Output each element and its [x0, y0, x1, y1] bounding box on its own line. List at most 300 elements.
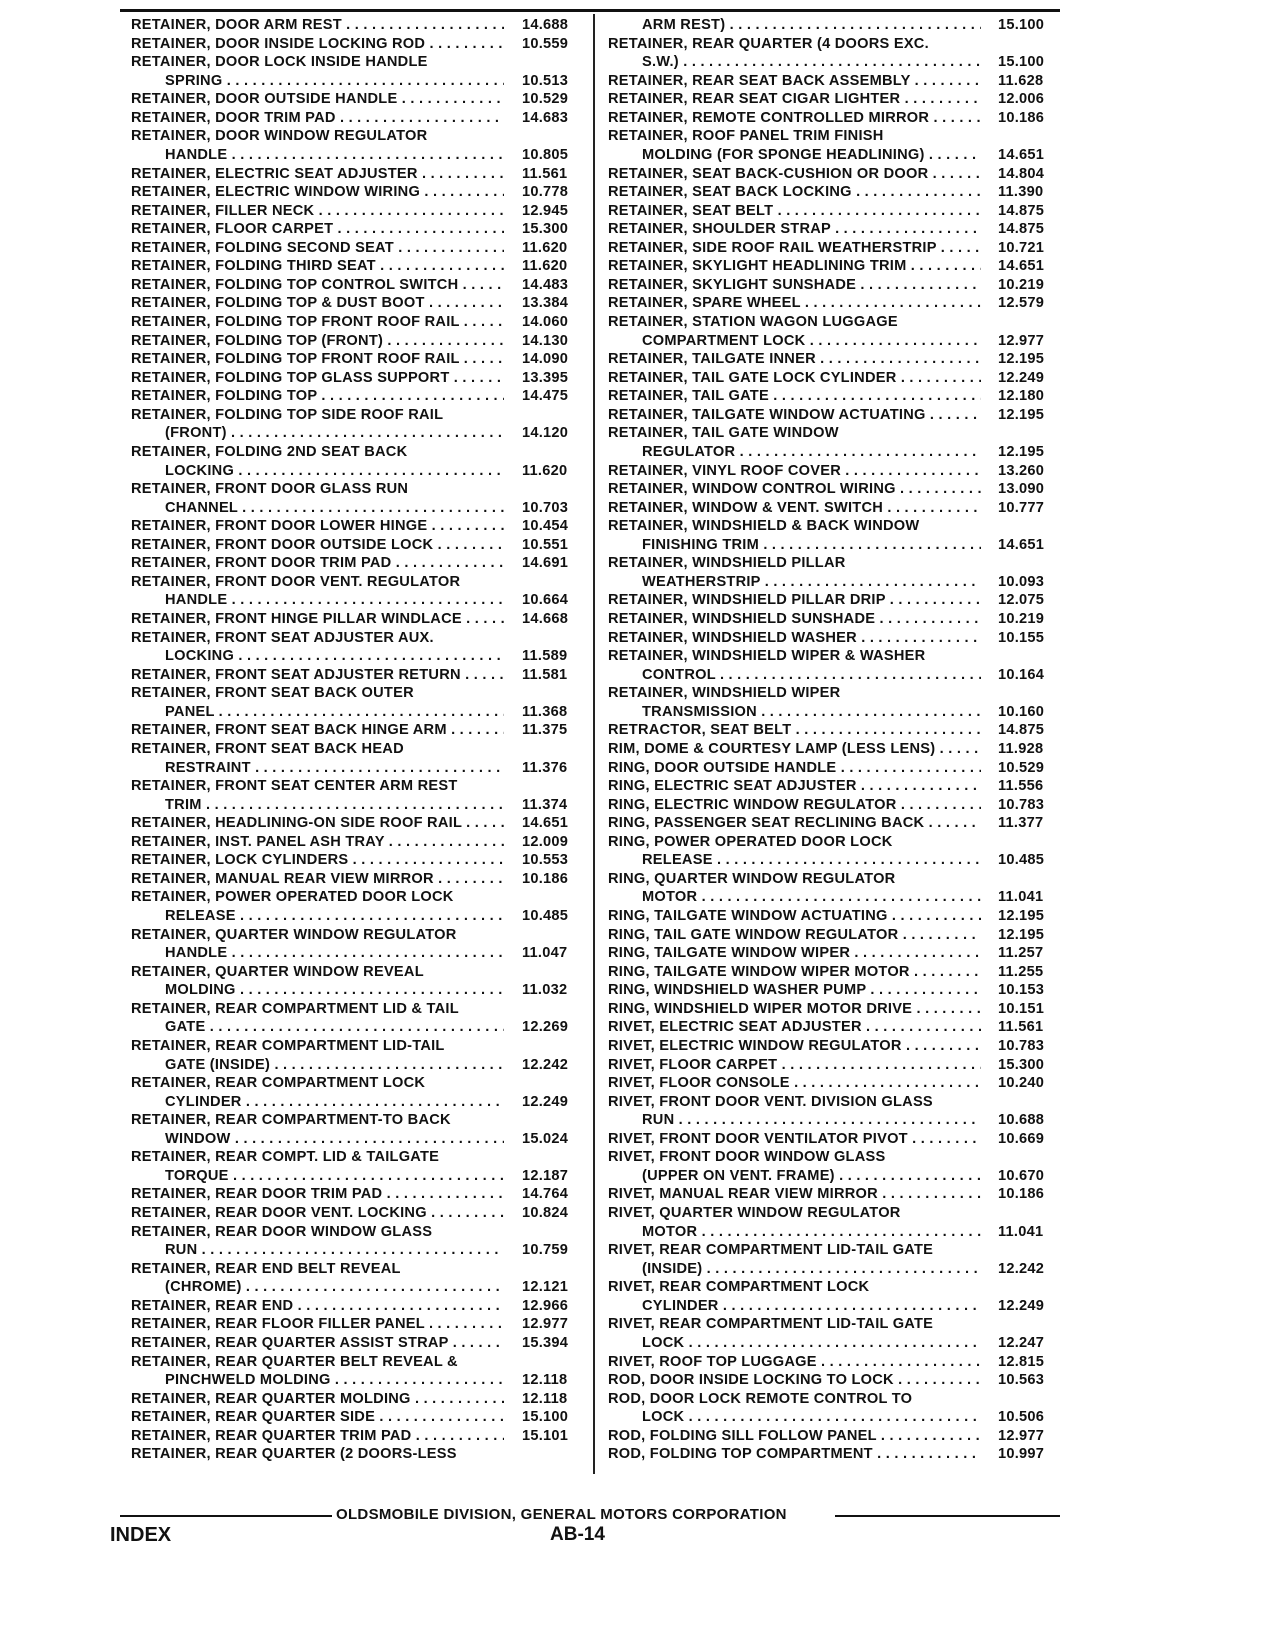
entry-text: RIVET, FRONT DOOR VENTILATOR PIVOT . . . [608, 1130, 981, 1149]
index-entry [131, 72, 591, 91]
entry-text: RETRACTOR, SEAT BELT . . . [608, 721, 981, 740]
index-entry [608, 165, 1068, 184]
entry-text: RING, POWER OPERATED DOOR LOCK [608, 833, 893, 850]
entry-reference-number: 11.032 [522, 982, 568, 999]
entry-text: RETAINER, DOOR INSIDE LOCKING ROD . . . [131, 35, 504, 54]
entry-text: RETAINER, REAR DOOR VENT. LOCKING . . . [131, 1204, 504, 1223]
entry-reference-number: 12.118 [522, 1372, 568, 1389]
index-entry [131, 406, 591, 425]
entry-reference-number: 10.551 [522, 536, 569, 553]
index-entry [131, 833, 591, 852]
entry-text: RIVET, REAR COMPARTMENT LID-TAIL GATE [608, 1242, 934, 1259]
index-entry [131, 480, 591, 499]
index-entry [608, 573, 1068, 592]
entry-text: RIVET, FRONT DOOR VENT. DIVISION GLASS [608, 1093, 933, 1110]
index-entry [608, 257, 1068, 276]
index-entry [608, 833, 1068, 852]
index-entry [608, 629, 1068, 648]
index-entry [608, 851, 1068, 870]
entry-text: RETAINER, FLOOR CARPET . . . [131, 220, 504, 239]
top-rule [120, 9, 1060, 12]
entry-text: RING, ELECTRIC WINDOW REGULATOR . . . [608, 796, 981, 815]
entry-reference-number: 10.219 [998, 611, 1045, 627]
index-entry [131, 257, 591, 276]
entry-reference-number: 14.483 [522, 276, 569, 293]
entry-reference-number: 11.376 [522, 759, 568, 776]
index-entry [608, 1427, 1068, 1446]
index-entry [131, 109, 591, 128]
entry-reference-number: 10.485 [998, 852, 1045, 869]
index-entry [608, 276, 1068, 295]
entry-reference-number: 12.242 [522, 1056, 569, 1073]
entry-text: RETAINER, SHOULDER STRAP . . . [608, 220, 981, 239]
index-column-left [131, 16, 591, 1464]
entry-text: RETAINER, REAR SEAT CIGAR LIGHTER . . . [608, 90, 981, 109]
entry-text: RING, TAILGATE WINDOW WIPER MOTOR . . . [608, 963, 981, 982]
entry-reference-number: 10.186 [998, 1186, 1045, 1203]
entry-text: RETAINER, ROOF PANEL TRIM FINISH [608, 128, 884, 145]
entry-reference-number: 13.090 [998, 481, 1045, 498]
index-entry [608, 1148, 1068, 1167]
entry-reference-number: 14.875 [998, 202, 1045, 219]
index-entry [608, 963, 1068, 982]
entry-reference-number: 14.668 [522, 611, 569, 627]
entry-reference-number: 14.804 [998, 165, 1045, 182]
entry-text: RETAINER, SEAT BACK LOCKING . . . [608, 183, 981, 202]
entry-text: HANDLE . . . [165, 146, 504, 165]
index-entry [608, 1037, 1068, 1056]
entry-reference-number: 15.100 [522, 1409, 569, 1426]
entry-reference-number: 12.977 [522, 1316, 569, 1333]
entry-reference-number: 10.783 [998, 1037, 1045, 1054]
entry-text: RING, PASSENGER SEAT RECLINING BACK . . . [608, 814, 981, 833]
entry-text: RETAINER, REAR COMPT. LID & TAILGATE [131, 1149, 440, 1166]
entry-reference-number: 14.651 [998, 258, 1045, 275]
corporation-name: OLDSMOBILE DIVISION, GENERAL MOTORS CORPORATION [336, 1506, 787, 1523]
entry-reference-number: 12.242 [998, 1260, 1045, 1277]
entry-reference-number: 10.997 [998, 1446, 1045, 1463]
entry-reference-number: 14.090 [522, 351, 569, 368]
entry-text: RETAINER, WINDSHIELD PILLAR [608, 555, 846, 572]
entry-text: ROD, FOLDING SILL FOLLOW PANEL . . . [608, 1427, 981, 1446]
entry-text: RETAINER, FRONT DOOR GLASS RUN [131, 481, 409, 498]
entry-text: RETAINER, REAR COMPARTMENT-TO BACK [131, 1112, 451, 1129]
entry-reference-number: 12.249 [998, 369, 1045, 386]
entry-text: WEATHERSTRIP . . . [642, 573, 981, 592]
entry-text: RETAINER, WINDOW & VENT. SWITCH . . . [608, 499, 981, 518]
entry-text: GATE (INSIDE) . . . [165, 1056, 504, 1075]
index-entry [131, 610, 591, 629]
entry-text: RETAINER, FRONT SEAT BACK OUTER [131, 685, 414, 702]
entry-text: RELEASE . . . [165, 907, 504, 926]
entry-text: RETAINER, REAR QUARTER SIDE . . . [131, 1408, 504, 1427]
entry-text: PINCHWELD MOLDING . . . [165, 1371, 504, 1390]
entry-text: RIVET, FLOOR CARPET . . . [608, 1056, 981, 1075]
index-entry [608, 1093, 1068, 1112]
entry-reference-number: 11.377 [998, 815, 1044, 832]
index-entry [608, 1297, 1068, 1316]
index-entry [608, 109, 1068, 128]
entry-reference-number: 12.187 [522, 1167, 569, 1184]
entry-text: TRANSMISSION . . . [642, 703, 981, 722]
entry-text: RETAINER, STATION WAGON LUGGAGE [608, 314, 898, 330]
entry-text: S.W.) . . . [642, 53, 981, 72]
entry-reference-number: 11.620 [522, 239, 568, 256]
index-entry [608, 610, 1068, 629]
entry-text: RETAINER, HEADLINING-ON SIDE ROOF RAIL . . . [131, 814, 504, 833]
entry-text: CYLINDER . . . [165, 1093, 504, 1112]
entry-text: MOTOR . . . [642, 888, 981, 907]
entry-text: (CHROME) . . . [165, 1278, 504, 1297]
index-entry [608, 1018, 1068, 1037]
index-entry [131, 1148, 591, 1167]
index-entry [131, 573, 591, 592]
entry-reference-number: 10.485 [522, 908, 569, 924]
index-entry [608, 981, 1068, 1000]
entry-text: RETAINER, SKYLIGHT SUNSHADE . . . [608, 276, 981, 295]
index-entry [608, 332, 1068, 351]
entry-text: RETAINER, ELECTRIC WINDOW WIRING . . . [131, 183, 504, 202]
footer [120, 1506, 1060, 1526]
entry-text: RETAINER, REAR COMPARTMENT LID & TAIL [131, 1000, 459, 1017]
entry-text: MOLDING . . . [165, 981, 504, 1000]
index-entry [131, 387, 591, 406]
index-entry [131, 1260, 591, 1279]
index-entry [131, 276, 591, 295]
index-entry [608, 424, 1068, 443]
entry-reference-number: 14.130 [522, 332, 569, 349]
entry-reference-number: 10.164 [998, 666, 1045, 683]
entry-text: RETAINER, FOLDING TOP SIDE ROOF RAIL [131, 406, 444, 423]
entry-text: RETAINER, FOLDING TOP . . . [131, 387, 504, 406]
entry-text: RETAINER, SIDE ROOF RAIL WEATHERSTRIP . . . [608, 239, 981, 258]
entry-reference-number: 11.620 [522, 462, 568, 479]
entry-text: RETAINER, REAR COMPARTMENT LID-TAIL [131, 1037, 445, 1054]
index-entry [608, 146, 1068, 165]
entry-reference-number: 11.257 [998, 945, 1044, 962]
index-entry [131, 1167, 591, 1186]
entry-text: RETAINER, REAR FLOOR FILLER PANEL . . . [131, 1315, 504, 1334]
entry-text: RETAINER, POWER OPERATED DOOR LOCK [131, 889, 454, 906]
index-entry [131, 53, 591, 72]
index-entry [608, 1353, 1068, 1372]
index-entry [131, 16, 591, 35]
entry-reference-number: 12.121 [522, 1279, 569, 1296]
index-entry [608, 1000, 1068, 1019]
index-entry [131, 332, 591, 351]
footer-rule-left [120, 1515, 332, 1517]
index-entry [131, 350, 591, 369]
entry-reference-number: 10.688 [998, 1112, 1045, 1129]
page-number: AB-14 [550, 1524, 605, 1545]
index-entry [608, 1074, 1068, 1093]
index-entry [608, 1241, 1068, 1260]
entry-text: RETAINER, FRONT DOOR LOWER HINGE . . . [131, 517, 504, 536]
entry-reference-number: 12.247 [998, 1334, 1045, 1351]
index-entry [608, 1223, 1068, 1242]
index-entry [131, 146, 591, 165]
entry-reference-number: 10.664 [522, 592, 569, 609]
entry-reference-number: 10.553 [522, 852, 569, 869]
entry-text: RIVET, ELECTRIC SEAT ADJUSTER . . . [608, 1018, 981, 1037]
entry-text: MOLDING (FOR SPONGE HEADLINING) . . . [642, 146, 981, 165]
entry-reference-number: 12.945 [522, 202, 569, 219]
entry-reference-number: 12.180 [998, 388, 1045, 405]
entry-reference-number: 10.219 [998, 276, 1045, 293]
index-entry [131, 462, 591, 481]
entry-reference-number: 12.195 [998, 926, 1045, 943]
entry-text: RETAINER, REAR DOOR WINDOW GLASS [131, 1223, 433, 1240]
entry-text: RIVET, ROOF TOP LUGGAGE . . . [608, 1353, 981, 1372]
entry-text: CYLINDER . . . [642, 1297, 981, 1316]
entry-reference-number: 10.670 [998, 1167, 1045, 1184]
index-entry [608, 462, 1068, 481]
entry-reference-number: 11.620 [522, 258, 568, 275]
index-entry [608, 72, 1068, 91]
index-entry [131, 963, 591, 982]
entry-text: TRIM . . . [165, 796, 504, 815]
entry-text: RETAINER, WINDOW CONTROL WIRING . . . [608, 480, 981, 499]
entry-text: RING, WINDSHIELD WIPER MOTOR DRIVE . . . [608, 1000, 981, 1019]
entry-text: RETAINER, MANUAL REAR VIEW MIRROR . . . [131, 870, 504, 889]
entry-text: RETAINER, DOOR ARM REST . . . [131, 16, 504, 35]
entry-text: RESTRAINT . . . [165, 759, 504, 778]
index-entry [608, 387, 1068, 406]
index-entry [131, 740, 591, 759]
index-entry [608, 183, 1068, 202]
entry-reference-number: 10.529 [522, 91, 569, 108]
index-entry [608, 814, 1068, 833]
index-entry [131, 703, 591, 722]
entry-text: RETAINER, SPARE WHEEL . . . [608, 294, 981, 313]
index-entry [131, 202, 591, 221]
index-entry [608, 870, 1068, 889]
entry-text: RELEASE . . . [642, 851, 981, 870]
entry-reference-number: 10.240 [998, 1075, 1045, 1092]
index-entry [131, 165, 591, 184]
entry-reference-number: 10.454 [522, 518, 569, 535]
entry-text: RETAINER, FOLDING THIRD SEAT . . . [131, 257, 504, 276]
entry-text: RETAINER, REAR QUARTER ASSIST STRAP . . . [131, 1334, 504, 1353]
entry-reference-number: 12.195 [998, 406, 1045, 423]
entry-reference-number: 11.255 [998, 963, 1044, 980]
entry-text: COMPARTMENT LOCK . . . [642, 332, 981, 351]
entry-text: RETAINER, TAIL GATE WINDOW [608, 425, 839, 442]
index-entry [608, 406, 1068, 425]
index-entry [131, 1241, 591, 1260]
index-label: INDEX [110, 1524, 172, 1546]
index-entry [608, 53, 1068, 72]
entry-text: RETAINER, INST. PANEL ASH TRAY . . . [131, 833, 504, 852]
entry-text: RING, ELECTRIC SEAT ADJUSTER . . . [608, 777, 981, 796]
entry-reference-number: 13.260 [998, 462, 1045, 479]
entry-text: RETAINER, FILLER NECK . . . [131, 202, 504, 221]
index-entry [131, 517, 591, 536]
index-entry [608, 480, 1068, 499]
entry-reference-number: 10.506 [998, 1409, 1045, 1426]
entry-text: CONTROL . . . [642, 666, 981, 685]
entry-reference-number: 12.249 [998, 1297, 1045, 1314]
entry-reference-number: 15.394 [522, 1334, 569, 1351]
index-entry [131, 1427, 591, 1446]
index-entry [131, 1390, 591, 1409]
entry-text: RETAINER, FRONT SEAT ADJUSTER RETURN . . . [131, 666, 504, 685]
entry-reference-number: 15.101 [522, 1427, 569, 1444]
entry-text: RETAINER, REAR QUARTER BELT REVEAL & [131, 1353, 458, 1370]
entry-text: RING, TAIL GATE WINDOW REGULATOR . . . [608, 926, 981, 945]
entry-reference-number: 14.691 [522, 555, 569, 572]
index-entry [131, 721, 591, 740]
index-entry [131, 499, 591, 518]
index-entry [131, 1111, 591, 1130]
entry-reference-number: 10.186 [522, 870, 569, 887]
entry-reference-number: 12.269 [522, 1019, 569, 1036]
entry-text: RETAINER, REAR QUARTER (2 DOORS-LESS [131, 1446, 457, 1463]
entry-text: RETAINER, WINDSHIELD SUNSHADE . . . [608, 610, 981, 629]
entry-text: RETAINER, WINDSHIELD WIPER [608, 685, 841, 702]
entry-reference-number: 10.529 [998, 759, 1045, 776]
index-entry [608, 1260, 1068, 1279]
entry-reference-number: 14.875 [998, 722, 1045, 739]
index-entry [608, 1167, 1068, 1186]
index-entry [608, 1111, 1068, 1130]
index-entry [608, 499, 1068, 518]
index-entry [608, 554, 1068, 573]
index-entry [131, 1037, 591, 1056]
index-entry [131, 759, 591, 778]
entry-text: MOTOR . . . [642, 1223, 981, 1242]
index-entry [131, 796, 591, 815]
entry-text: LOCK . . . [642, 1408, 981, 1427]
index-entry [131, 777, 591, 796]
index-entry [608, 591, 1068, 610]
entry-reference-number: 10.559 [522, 35, 569, 52]
entry-reference-number: 15.300 [522, 221, 569, 238]
entry-text: (FRONT) . . . [165, 424, 504, 443]
entry-text: RIVET, FLOOR CONSOLE . . . [608, 1074, 981, 1093]
entry-reference-number: 15.100 [998, 17, 1045, 33]
entry-reference-number: 10.563 [998, 1372, 1045, 1389]
index-entry [608, 1390, 1068, 1409]
index-entry [608, 666, 1068, 685]
entry-reference-number: 12.579 [998, 295, 1045, 312]
entry-text: RETAINER, REAR QUARTER MOLDING . . . [131, 1390, 504, 1409]
index-entry [608, 1445, 1068, 1464]
entry-text: GATE . . . [165, 1018, 504, 1037]
entry-text: ROD, DOOR LOCK REMOTE CONTROL TO [608, 1390, 913, 1407]
entry-text: RETAINER, DOOR LOCK INSIDE HANDLE [131, 54, 428, 71]
index-entry [608, 1204, 1068, 1223]
index-entry [131, 1074, 591, 1093]
entry-reference-number: 10.155 [998, 629, 1045, 646]
entry-text: HANDLE . . . [165, 591, 504, 610]
entry-text: RETAINER, REAR COMPARTMENT LOCK [131, 1075, 426, 1092]
entry-reference-number: 10.513 [522, 72, 569, 89]
index-entry [131, 369, 591, 388]
entry-text: RETAINER, FRONT SEAT ADJUSTER AUX. [131, 629, 434, 646]
index-entry [608, 517, 1068, 536]
entry-text: RUN . . . [165, 1241, 504, 1260]
entry-reference-number: 14.120 [522, 425, 569, 442]
entry-text: CHANNEL . . . [165, 499, 504, 518]
entry-text: RETAINER, SKYLIGHT HEADLINING TRIM . . . [608, 257, 981, 276]
entry-text: (INSIDE) . . . [642, 1260, 981, 1279]
entry-text: RUN . . . [642, 1111, 981, 1130]
entry-text: HANDLE . . . [165, 944, 504, 963]
index-entry [608, 294, 1068, 313]
index-entry [608, 796, 1068, 815]
entry-reference-number: 13.384 [522, 295, 569, 312]
index-entry [131, 647, 591, 666]
entry-reference-number: 10.151 [998, 1000, 1045, 1017]
entry-text: RETAINER, QUARTER WINDOW REGULATOR [131, 926, 457, 943]
entry-reference-number: 10.783 [998, 796, 1045, 813]
index-entry [608, 1334, 1068, 1353]
index-entry [608, 684, 1068, 703]
entry-text: RETAINER, FOLDING TOP FRONT ROOF RAIL . . . [131, 350, 504, 369]
index-entry [131, 1130, 591, 1149]
entry-text: RETAINER, WINDSHIELD WASHER . . . [608, 629, 981, 648]
index-entry [608, 90, 1068, 109]
entry-text: WINDOW . . . [165, 1130, 504, 1149]
entry-text: RETAINER, LOCK CYLINDERS . . . [131, 851, 504, 870]
entry-text: RETAINER, DOOR TRIM PAD . . . [131, 109, 504, 128]
entry-reference-number: 14.475 [522, 388, 569, 405]
entry-reference-number: 14.683 [522, 109, 569, 126]
entry-text: RETAINER, REMOTE CONTROLLED MIRROR . . . [608, 109, 981, 128]
index-entry [131, 1353, 591, 1372]
entry-text: RETAINER, VINYL ROOF COVER . . . [608, 462, 981, 481]
entry-reference-number: 12.118 [522, 1390, 568, 1407]
index-entry [131, 220, 591, 239]
entry-reference-number: 11.581 [522, 666, 568, 683]
entry-reference-number: 15.024 [522, 1130, 569, 1147]
entry-text: LOCKING . . . [165, 462, 504, 481]
entry-text: RETAINER, SEAT BACK-CUSHION OR DOOR . . . [608, 165, 981, 184]
entry-text: REGULATOR . . . [642, 443, 981, 462]
entry-text: RETAINER, REAR DOOR TRIM PAD . . . [131, 1185, 504, 1204]
entry-reference-number: 11.041 [998, 1223, 1044, 1240]
index-entry [131, 1371, 591, 1390]
index-entry [608, 777, 1068, 796]
entry-reference-number: 12.249 [522, 1093, 569, 1110]
entry-text: ARM REST) . . . [642, 16, 981, 35]
index-entry [608, 740, 1068, 759]
entry-text: RETAINER, FRONT DOOR VENT. REGULATOR [131, 573, 461, 590]
entry-reference-number: 11.556 [998, 778, 1044, 795]
entry-reference-number: 12.075 [998, 592, 1045, 609]
index-entry [131, 926, 591, 945]
index-entry [608, 1315, 1068, 1334]
entry-reference-number: 14.764 [522, 1186, 569, 1203]
index-entry [131, 35, 591, 54]
index-entry [131, 127, 591, 146]
entry-text: LOCK . . . [642, 1334, 981, 1353]
entry-text: RETAINER, WINDSHIELD & BACK WINDOW [608, 518, 920, 535]
index-entry [608, 443, 1068, 462]
entry-reference-number: 11.047 [522, 945, 568, 962]
entry-reference-number: 11.368 [522, 703, 568, 720]
index-entry [131, 814, 591, 833]
index-entry [131, 1315, 591, 1334]
entry-text: RETAINER, FOLDING TOP FRONT ROOF RAIL . . . [131, 313, 504, 332]
index-entry [608, 944, 1068, 963]
entry-reference-number: 15.100 [998, 54, 1045, 71]
entry-text: RETAINER, FOLDING TOP CONTROL SWITCH . . . [131, 276, 504, 295]
entry-reference-number: 10.759 [522, 1242, 569, 1259]
entry-text: ROD, FOLDING TOP COMPARTMENT . . . [608, 1445, 981, 1464]
entry-reference-number: 10.824 [522, 1205, 569, 1221]
